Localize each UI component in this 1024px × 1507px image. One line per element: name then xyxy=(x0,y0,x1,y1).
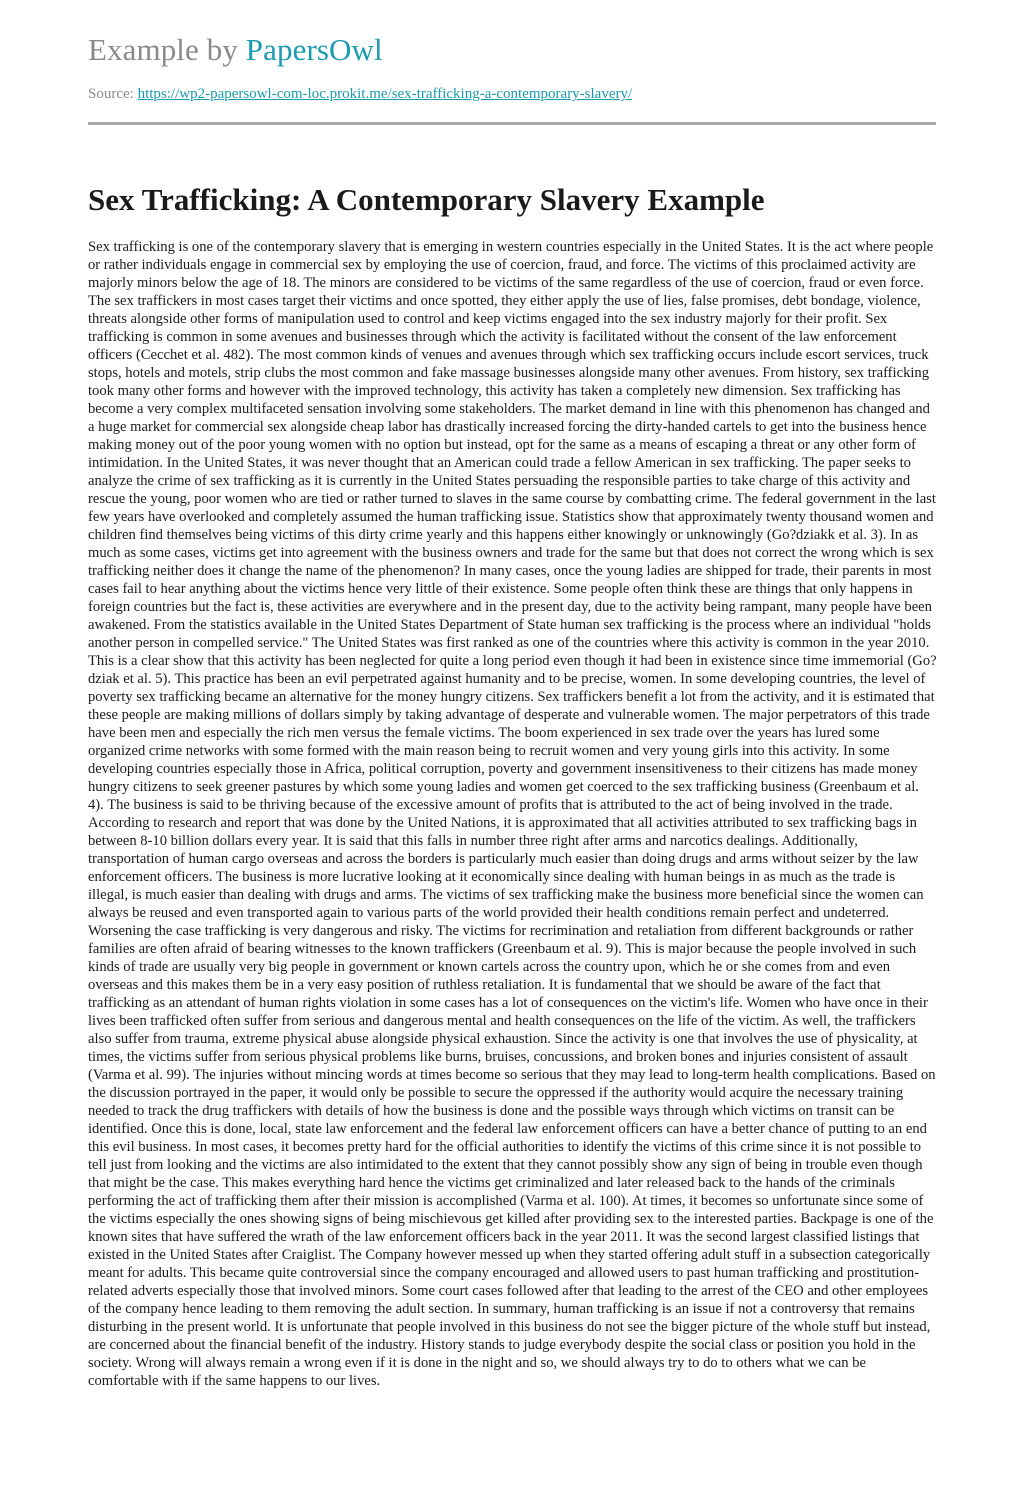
source-line xyxy=(88,84,936,104)
brand-link[interactable]: PapersOwl xyxy=(245,32,383,67)
brand-prefix: Example by xyxy=(88,32,246,67)
article-title: Sex Trafficking: A Contemporary Slavery Example xyxy=(88,182,765,217)
brand-line xyxy=(88,30,936,70)
article-body: Sex trafficking is one of the contemporary slavery that is emerging in western countries especially in the United States. It is the act where people or rather individuals engage in commercial sex by employing the use of coercion, fraud, and force. The victims of this proclaimed activity are majorly minors below the age of 18. The minors are considered to be victims of the same regardless of the use of coercion, fraud or even force. The sex traffickers in most cases target their victims and once spotted, they either apply the use of lies, false promises, debt bondage, violence, threats alongside other forms of manipulation used to control and keep victims engaged into the sex industry majorly for their profit. Sex trafficking is common in some avenues and businesses through which the activity is facilitated without the consent of the law enforcement officers (Cecchet et al. 482). The most common kinds of venues and avenues through which sex trafficking occurs include escort services, truck stops, hotels and motels, strip clubs the most common and fake massage businesses alongside many other avenues. From history, sex trafficking took many other forms and however with the improved technology, this activity has taken a completely new dimension. Sex trafficking has become a very complex multifaceted sensation involving some stakeholders. The market demand in line with this phenomenon has changed and a huge market for commercial sex alongside cheap labor has drastically increased forcing the dirty-handed cartels to get into the business hence making money out of the poor young women with no option but instead, opt for the same as a means of escaping a threat or any other form of intimidation. In the United States, it was never thought that an American could trade a fellow American in sex trafficking. The paper seeks to analyze the crime of sex trafficking as it is currently in the United States persuading the responsible parties to take charge of this activity and rescue the young, poor women who are tied or rather turned to slaves in the same course by combatting crime. The federal government in the last few years have overlooked and completely assumed the human trafficking issue. Statistics show that approximately twenty thousand women and children find themselves being victims of this dirty crime yearly and this happens either knowingly or unknowingly (Go?dziakk et al. 3). In as much as some cases, victims get into agreement with the business owners and trade for the same but that does not correct the wrong which is sex trafficking neither does it change the name of the phenomenon? In many cases, once the young ladies are shipped for trade, their parents in most cases fail to hear anything about the victims hence very little of their existence. Some people often think these are things that only happens in foreign countries but the fact is, these activities are everywhere and in the present day, due to the activity being rampant, many people have been awakened. From the statistics available in the United States Department of State human sex trafficking is the process where an individual "holds another person in compelled service." The United States was first ranked as one of the countries where this activity is common in the year 2010. This is a clear show that this activity has been neglected for quite a long period even though it had been in existence since time immemorial (Go?dziak et al. 5). This practice has been an evil perpetrated against humanity and to be precise, women. In some developing countries, the level of poverty sex trafficking became an alternative for the money hungry citizens. Sex traffickers benefit a lot from the activity, and it is estimated that these people are making millions of dollars simply by taking advantage of desperate and vulnerable women. The major perpetrators of this trade have been men and especially the rich men versus the female victims. The boom experienced in sex trade over the years has lured some organized crime networks with some formed with the main reason being to recruit women and very young girls into this activity. In some developing countries especially those in Africa, political corruption, poverty and government insensitiveness to their citizens has made money hungry citizens to seek greener pastures by which some young ladies and women get coerced to the sex trafficking business (Greenbaum et al. 4). The business is said to be thriving because of the excessive amount of profits that is attributed to the act of being involved in the trade. According to research and report that was done by the United Nations, it is approximated that all activities attributed to sex trafficking bags in between 8-10 billion dollars every year. It is said that this falls in number three right after arms and narcotics dealings. Additionally, transportation of human cargo overseas and across the borders is particularly much easier than doing drugs and arms without seizer by the law enforcement officers. The business is more lucrative looking at it economically since dealing with human beings in as much as the trade is illegal, is much easier than dealing with drugs and arms. The victims of sex trafficking make the business more beneficial since the women can always be reused and even transported again to various parts of the world provided their health conditions remain perfect and undeterred. Worsening the case trafficking is very dangerous and risky. The victims for recrimination and retaliation from different backgrounds or rather families are often afraid of bearing witnesses to the known traffickers (Greenbaum et al. 9). This is major because the people involved in such kinds of trade are usually very big people in government or known cartels across the country upon, which he or she comes from and even overseas and this makes them be in a very easy position of ruthless retaliation. It is fundamental that we should be aware of the fact that trafficking as an attendant of human rights violation in some cases has a lot of consequences on the victim's life. Women who have once in their lives been trafficked often suffer from serious and dangerous mental and health consequences on the life of the victim. As well, the traffickers also suffer from trauma, extreme physical abuse alongside physical exhaustion. Since the activity is one that involves the use of physicality, at times, the victims suffer from serious physical problems like burns, bruises, concussions, and broken bones and injuries consistent of assault (Varma et al. 99). The injuries without mincing words at times become so serious that they may lead to long-term health complications. Based on the discussion portrayed in the paper, it would only be possible to secure the oppressed if the authority would acquire the necessary training needed to track the drug traffickers with details of how the business is done and the possible ways through which victims on transit can be identified. Once this is done, local, state law enforcement and the federal law enforcement officers can have a better chance of putting to an end this evil business. In most cases, it becomes pretty hard for the official authorities to identify the victims of this crime since it is not possible to tell just from looking and the victims are also intimidated to the extent that they cannot possibly show any sign of being in trouble even though that might be the case. This makes everything hard hence the victims get criminalized and later released back to the hands of the criminals performing the act of trafficking them after their mission is accomplished (Varma et al. 100). At times, it becomes so unfortunate since some of the victims especially the ones showing signs of being mischievous get killed after providing sex to the interested parties. Backpage is one of the known sites that have suffered the wrath of the law enforcement officers back in the year 2011. It was the second largest classified listings that existed in the United States after Craiglist. The Company however messed up when they started offering adult stuff in a subsection categorically meant for adults. This became quite controversial since the company encouraged and allowed users to past human trafficking and prostitution-related adverts especially those that involved minors. Some court cases followed after that leading to the arrest of the CEO and other employees of the company hence leading to them removing the adult section. In summary, human trafficking is an issue if not a controversy that remains disturbing in the present world. It is unfortunate that people involved in this business do not see the bigger picture of the whole stuff but instead, are concerned about the financial benefit of the industry. History stands to judge everybody despite the social class or position you hold in the society. Wrong will always remain a wrong even if it is done in the night and so, we should always try to do to others what we can be comfortable with if the same happens to our lives. xyxy=(88,239,937,1389)
page-header xyxy=(88,30,936,104)
source-link[interactable]: https://wp2-papersowl-com-loc.prokit.me/sex-trafficking-a-contemporary-slavery/ xyxy=(137,86,633,102)
source-label: Source: xyxy=(88,86,138,102)
header-divider xyxy=(88,122,936,125)
